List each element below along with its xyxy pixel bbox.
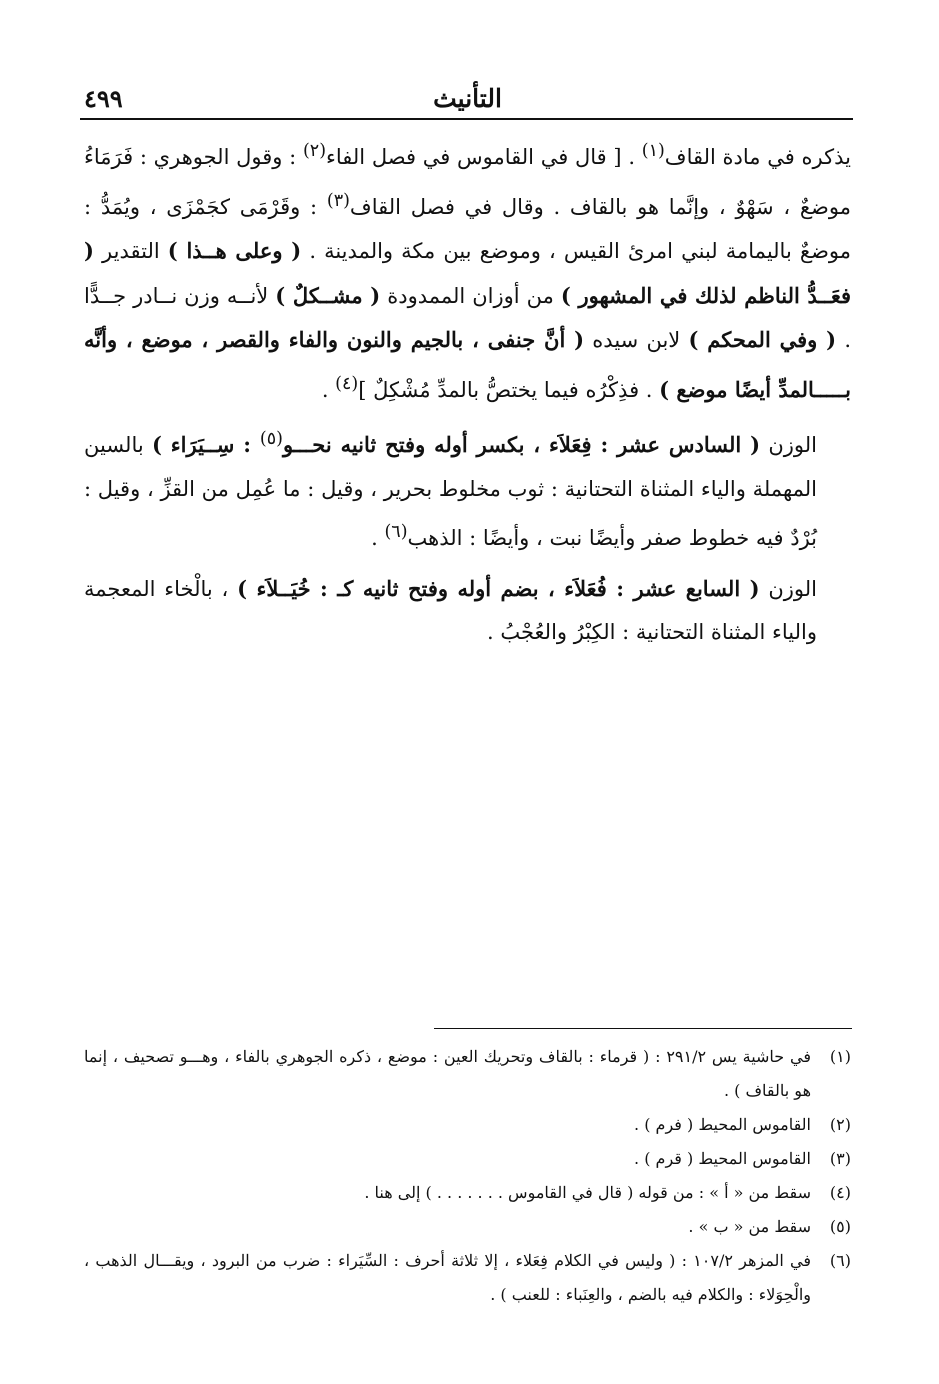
bold-run: ( السابع عشر : فُعَلاَء ، بضم أوله وفتح ثانيه كـ : خُيَــلاَء )	[237, 575, 760, 601]
text-run: الوزن	[759, 576, 818, 601]
footnote-ref: (٤)	[335, 373, 359, 394]
footnote-number: (٥)	[829, 1217, 851, 1236]
text-run: ، بالْخاء المعجمة والياء المثناة التحتانية : الكِبْرُ والعُجْبُ .	[84, 576, 817, 644]
footnote-number: (١)	[829, 1047, 851, 1066]
text-run: من أوزان الممدودة	[380, 283, 561, 308]
text-run: الوزن	[760, 433, 818, 457]
footnote-item	[84, 1142, 851, 1176]
bold-run: ( فعَــدُّ الناظم لذلك في المشهور )	[84, 238, 851, 308]
footnote-ref: (٣)	[326, 190, 350, 211]
bold-run: ( السادس عشر : فِعَلاَء ، بكسر أوله وفتح ثانيه نحـــو	[282, 432, 761, 457]
text-run: .	[371, 526, 385, 550]
main-text	[84, 130, 851, 655]
page-header	[82, 80, 853, 120]
footnote-text: في حاشية يس ٢٩١/٢ : ( قرماء : بالقاف وتحريك العين : موضع ، ذكره الجوهري بالفاء ، وهـــو تصحيف ، إنما هو بالقاف ) .	[84, 1047, 812, 1100]
footnote-item	[84, 1176, 851, 1210]
footnote-item	[84, 1108, 851, 1142]
text-run: : وقَرْمَى كجَمْزَى ، ويُمَدُّ : موضعٌ باليمامة لبني امرئ القيس ، وموضع بين مكة والمدينة .	[84, 194, 851, 263]
bold-run: ( مشــكلٌ )	[275, 282, 381, 308]
header-rule	[80, 118, 853, 120]
paragraph-3	[84, 567, 851, 655]
bold-run: ( وعلى هــذا )	[167, 238, 302, 263]
paragraph-2	[84, 418, 851, 561]
paragraph-1	[84, 130, 851, 412]
footnote-text: سقط من « أ » : من قوله ( قال في القاموس . . . . . . . ) إلى هنا .	[364, 1183, 811, 1202]
footnote-text: سقط من « ب » .	[688, 1217, 811, 1236]
text-run: . [ قال في القاموس في فصل الفاء	[326, 145, 642, 169]
footnote-text: القاموس المحيط ( فرم ) .	[634, 1115, 811, 1134]
text-run: .	[321, 377, 336, 402]
text-run: بالسين المهملة والياء المثناة التحتانية : ثوب مخلوط بحرير ، وقيل : ما عُمِل من القزِّ ، وقيل : بُرْدٌ فيه خطوط صفر وأيضًا نبت ، وأيضًا : الذهب	[84, 433, 817, 550]
footnote-text: القاموس المحيط ( قرم ) .	[634, 1149, 811, 1168]
footnote-text: في المزهر ١٠٧/٢ : ( وليس في الكلام فِعَلاء ، إلا ثلاثة أحرف : السِّيَراء : ضرب من البرود ، ويقـــال الذهب ، والْحِوَلاء : والكلام فيه بالضم ، والعِنَباء : للعنب ) .	[84, 1251, 811, 1304]
footnote-item	[84, 1040, 851, 1108]
footnote-separator	[434, 1028, 852, 1029]
footnote-number: (٤)	[829, 1183, 851, 1202]
footnote-item	[84, 1210, 851, 1244]
bold-run: : سِــيَرَاء )	[151, 432, 260, 457]
footnote-ref: (١)	[641, 141, 665, 161]
page-number: ٤٩٩	[84, 84, 123, 113]
footnote-number: (٢)	[829, 1115, 851, 1134]
text-run: : وقول الجوهري : فَرَمَاءُ موضعٌ ، سَهْوٌ ، وإنَّما هو بالقاف . وقال في فصل القاف	[84, 145, 851, 219]
text-run: التقدير	[93, 239, 168, 263]
bold-run: ( أنَّ جنفى ، بالجيم والنون والفاء والقصر ، موضع ، وأنَّه بـــــالمدِّ أيضًا موضع )	[84, 327, 851, 402]
footnotes	[84, 1040, 851, 1312]
footnote-ref: (٦)	[384, 522, 408, 542]
footnote-ref: (٥)	[259, 429, 283, 449]
text-run: لأنــه وزن نــادر جــدًّا .	[84, 283, 851, 352]
text-run: لابن سيده	[584, 328, 689, 352]
text-run: . فذِكْرُه فيما يختصُّ بالمدِّ مُشْكِلٌ ]	[358, 377, 660, 402]
text-run: يذكره في مادة القاف	[664, 145, 851, 169]
footnote-ref: (٢)	[302, 141, 327, 161]
page-title: التأنيث	[433, 84, 502, 113]
footnote-number: (٦)	[829, 1251, 851, 1270]
footnote-item	[84, 1244, 851, 1312]
bold-run: ( وفي المحكم )	[688, 327, 837, 352]
footnote-number: (٣)	[829, 1149, 851, 1168]
